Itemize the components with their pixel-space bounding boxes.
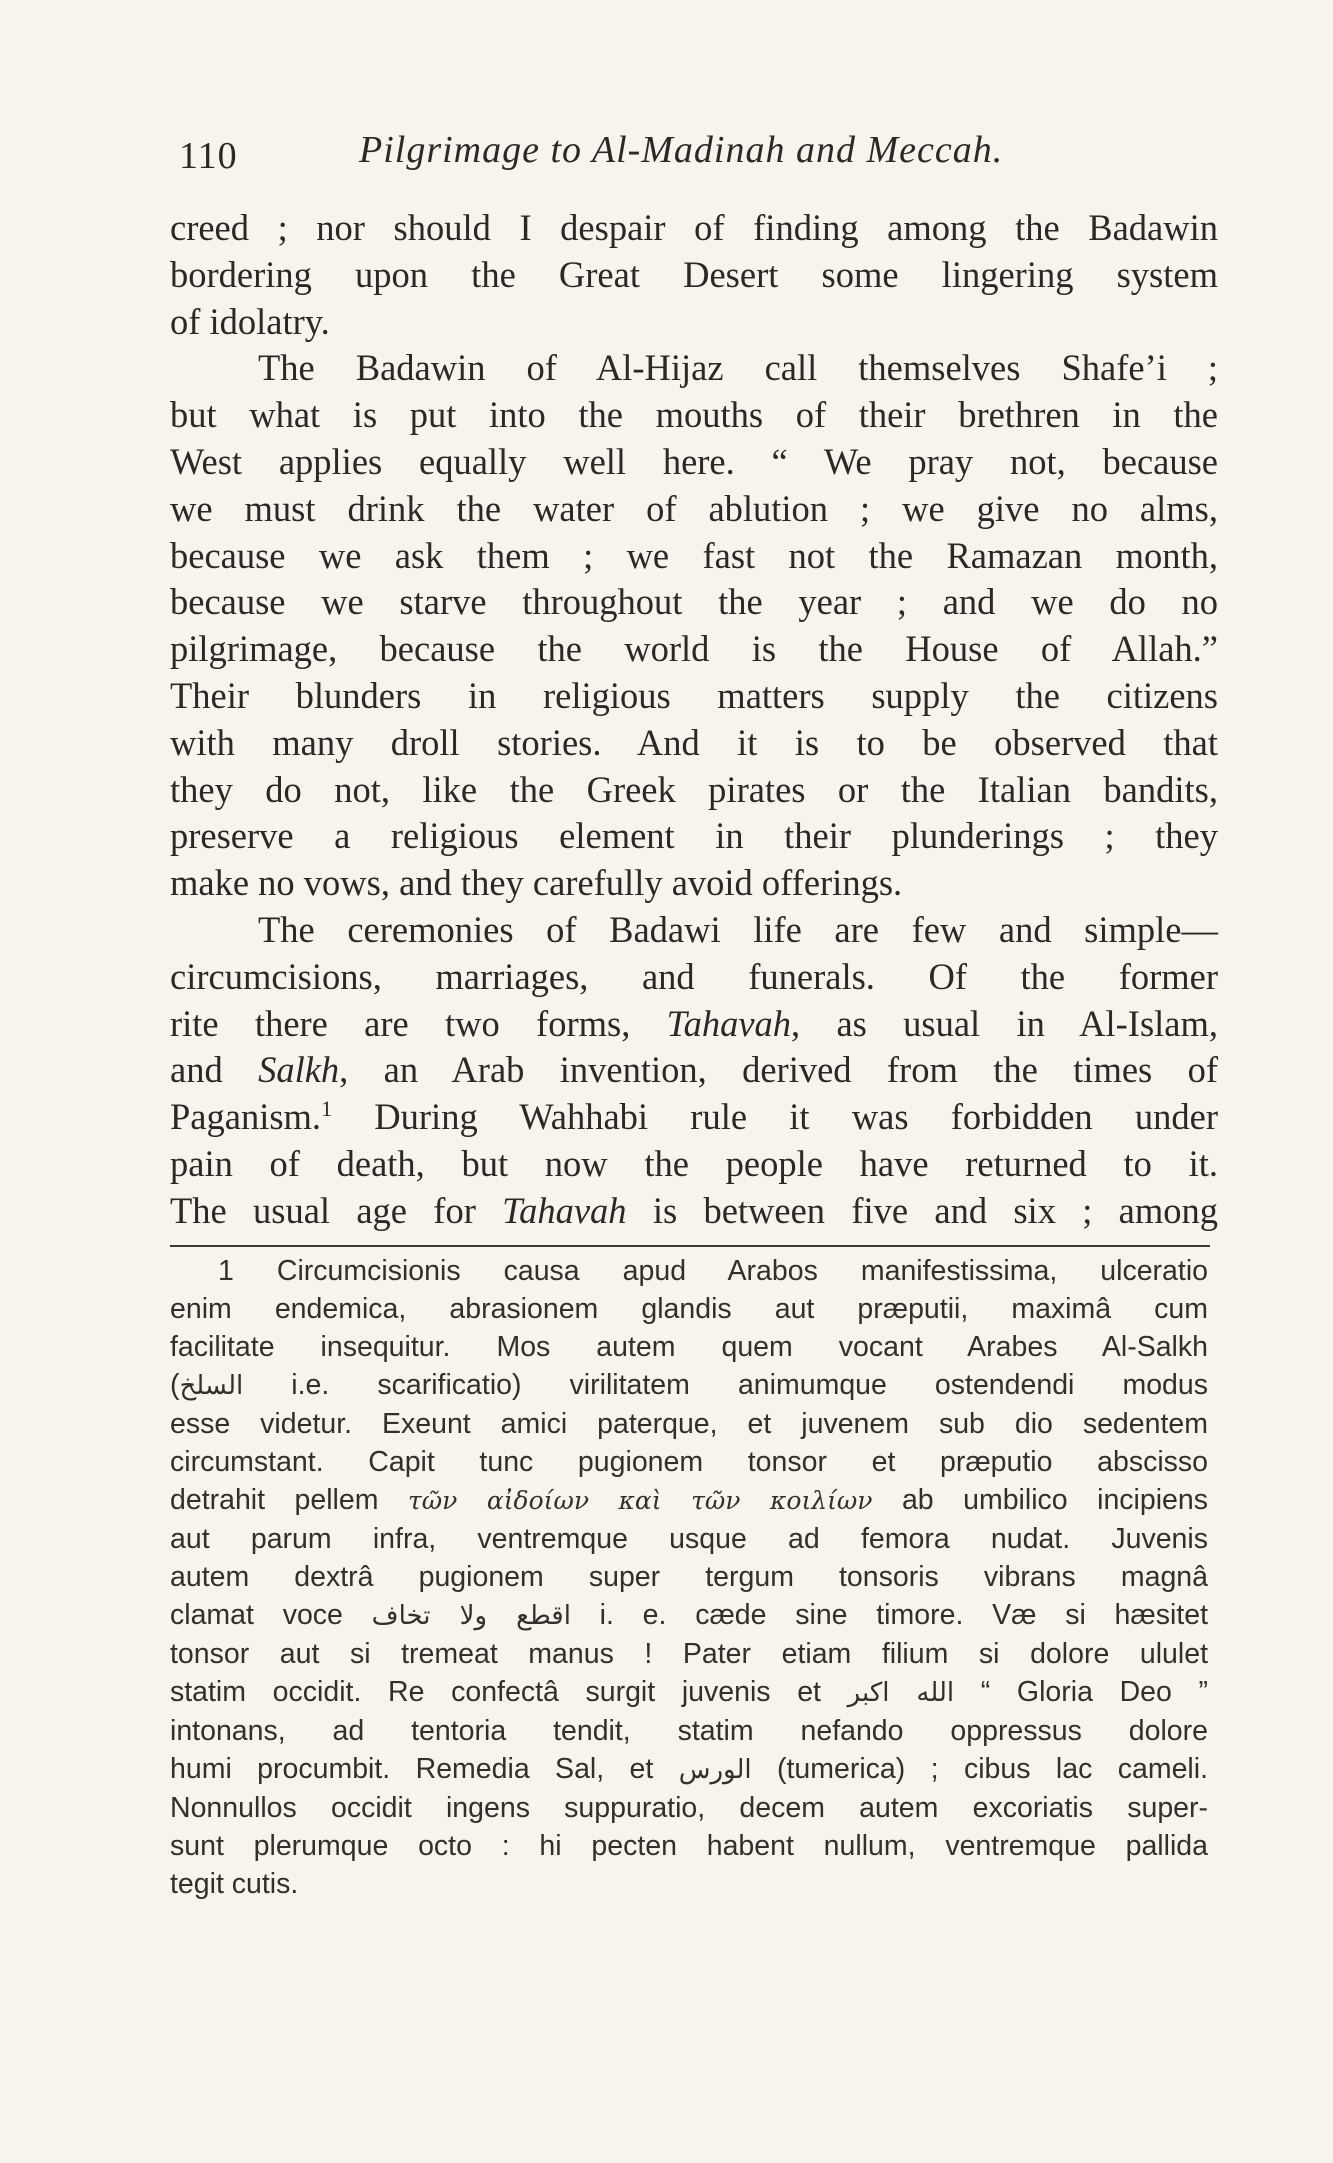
text-line: because we starve throughout the year ; and we do no: [170, 581, 1218, 623]
text-line: bordering upon the Great Desert some lingering system: [170, 253, 1218, 295]
page-header: [179, 128, 1209, 178]
text-fragment: i.e. scarificatio) virilitatem animumque ostendendi modus: [243, 1369, 1208, 1401]
footnote-line: intonans, ad tentoria tendit, statim nefando oppressus dolore: [170, 1715, 1208, 1747]
text-fragment: The usual age for: [170, 1189, 503, 1231]
text-fragment: ab umbilico incipiens: [872, 1484, 1209, 1516]
footnote-line: [170, 1750, 1208, 1789]
footnote-line: circumstant. Capit tunc pugionem tonsor et præputio abscisso: [170, 1446, 1208, 1478]
text-line: with many droll stories. And it is to be observed that: [170, 721, 1218, 763]
text-fragment: , an Arab invention, derived from the times of: [339, 1049, 1218, 1091]
text-line: make no vows, and they carefully avoid offerings.: [170, 862, 903, 904]
footnote-line: aut parum infra, ventremque usque ad femora nudat. Juvenis: [170, 1523, 1208, 1555]
text-line: pain of death, but now the people have returned to it.: [170, 1142, 1218, 1184]
arabic-phrase: الله اكبر: [847, 1678, 955, 1708]
text-line: but what is put into the mouths of their brethren in the: [170, 394, 1218, 436]
text-fragment: humi procumbit. Remedia Sal, et: [170, 1753, 679, 1785]
greek-phrase: τῶν αἰδοίων καὶ τῶν κοιλίων: [407, 1486, 873, 1515]
footnote-line: tonsor aut si tremeat manus ! Pater etiam filium si dolore ululet: [170, 1638, 1208, 1670]
footnote-line: [170, 1596, 1208, 1635]
text-line: they do not, like the Greek pirates or the Italian bandits,: [170, 768, 1218, 810]
footnote-line: esse videtur. Exeunt amici paterque, et juvenem sub dio sedentem: [170, 1408, 1208, 1440]
footnote-line: sunt plerumque octo : hi pecten habent nullum, ventremque pallida: [170, 1830, 1208, 1862]
text-line: [170, 1188, 1218, 1235]
paragraph-1: [170, 205, 1218, 345]
text-fragment: (tumerica) ; cibus lac cameli.: [751, 1753, 1208, 1785]
italic-term-tahavah: Tahavah: [502, 1189, 627, 1231]
paragraph-3: [170, 907, 1218, 1235]
text-fragment: rite there are two forms,: [170, 1002, 667, 1044]
footnote-divider: [170, 1245, 1210, 1247]
text-fragment: statim occidit. Re confectâ surgit juvenis et: [170, 1676, 848, 1708]
text-fragment: “ Gloria Deo ”: [954, 1676, 1209, 1708]
paragraph-2: [170, 345, 1218, 907]
text-line: creed ; nor should I despair of finding among the Badawin: [170, 207, 1218, 248]
footnote-line: [170, 1673, 1208, 1712]
arabic-word: الورس: [678, 1755, 752, 1785]
footnote-line: Nonnullos occidit ingens suppuratio, decem autem excoriatis super-: [170, 1792, 1208, 1824]
arabic-word: السلخ: [179, 1371, 244, 1401]
running-title: Pilgrimage to Al-Madinah and Meccah.: [359, 129, 1004, 171]
text-line: we must drink the water of ablution ; we give no alms,: [170, 487, 1218, 529]
text-fragment: (: [170, 1369, 180, 1401]
text-fragment: and: [170, 1049, 259, 1091]
text-line: because we ask them ; we fast not the Ramazan month,: [170, 534, 1218, 576]
footnote-line: tegit cutis.: [170, 1868, 299, 1900]
text-fragment: i. e. cæde sine timore. Væ si hæsitet: [570, 1599, 1209, 1631]
text-line: The ceremonies of Badawi life are few and simple—: [258, 908, 1218, 950]
text-line: [170, 1047, 1218, 1094]
text-line: West applies equally well here. “ We pray not, because: [170, 440, 1218, 482]
text-line: circumcisions, marriages, and funerals. Of the former: [170, 955, 1218, 997]
main-text: [170, 205, 1218, 1235]
italic-term-tahavah: Tahavah: [666, 1002, 792, 1044]
text-line: Their blunders in religious matters supply the citizens: [170, 674, 1218, 716]
footnote-line: 1 Circumcisionis causa apud Arabos manifestissima, ulceratio: [218, 1255, 1208, 1287]
text-fragment: , as usual in Al-Islam,: [791, 1002, 1219, 1044]
footnote-line: facilitate insequitur. Mos autem quem vocant Arabes Al-Salkh: [170, 1331, 1208, 1363]
page-number: 110: [179, 135, 238, 177]
arabic-phrase: اقطع ولا تخاف: [371, 1601, 571, 1631]
footnote-line: autem dextrâ pugionem super tergum tonsoris vibrans magnâ: [170, 1561, 1208, 1593]
text-fragment: During Wahhabi rule it was forbidden under: [332, 1096, 1218, 1138]
text-line: [170, 1094, 1218, 1141]
text-line: [170, 1001, 1218, 1048]
italic-term-salkh: Salkh: [258, 1049, 340, 1091]
text-fragment: detrahit pellem: [170, 1484, 408, 1516]
text-fragment: is between five and six ; among: [626, 1189, 1218, 1231]
footnote-marker[interactable]: 1: [321, 1095, 333, 1121]
text-line: preserve a religious element in their plunderings ; they: [170, 815, 1218, 857]
text-fragment: Paganism.: [170, 1096, 322, 1138]
text-line: of idolatry.: [170, 300, 330, 342]
footnote-line: [170, 1481, 1208, 1520]
text-line: The Badawin of Al-Hijaz call themselves Shafe’i ;: [258, 347, 1218, 389]
footnote: [170, 1252, 1208, 1903]
text-line: pilgrimage, because the world is the House of Allah.”: [170, 628, 1218, 670]
text-fragment: clamat voce: [170, 1599, 372, 1631]
footnote-line: enim endemica, abrasionem glandis aut præputii, maximâ cum: [170, 1293, 1208, 1325]
footnote-line: [170, 1366, 1208, 1405]
